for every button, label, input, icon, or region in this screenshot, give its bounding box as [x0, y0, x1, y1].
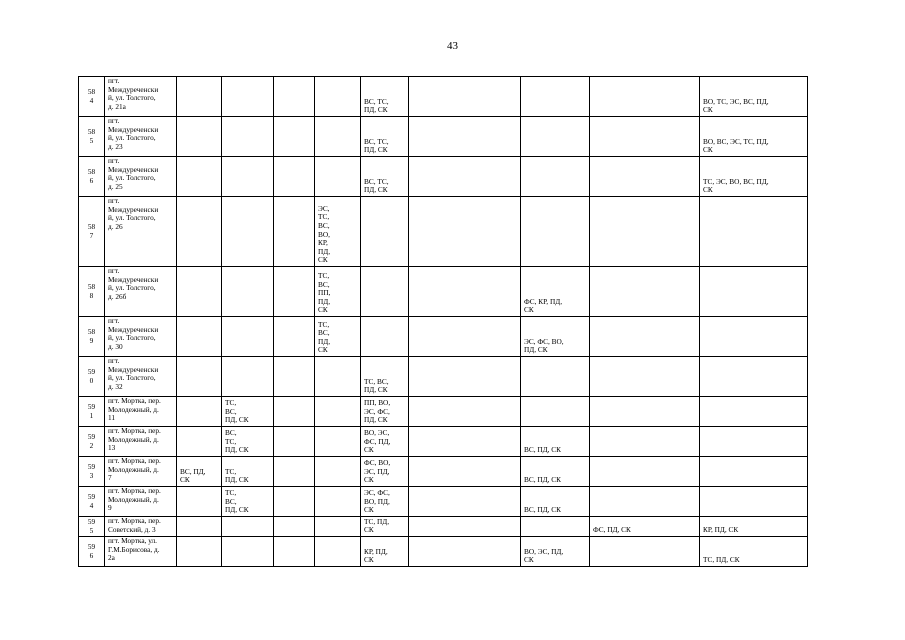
work-type-cell: [409, 537, 521, 567]
work-type-cell: ВО, ТС, ЭС, ВС, ПД, СК: [700, 77, 808, 117]
work-type-cell: [521, 157, 590, 197]
work-type-cell: [222, 537, 274, 567]
address-cell: пгт. Мортка, пер. Молодежный, д. 13: [105, 427, 177, 457]
work-type-cell: [590, 487, 700, 517]
row-number-cell: 58 7: [79, 197, 105, 267]
table-body: [79, 77, 808, 567]
work-type-cell: [315, 537, 361, 567]
work-type-cell: [521, 197, 590, 267]
work-type-cell: [315, 77, 361, 117]
work-type-cell: [274, 537, 315, 567]
row-number-cell: 58 4: [79, 77, 105, 117]
work-type-cell: [590, 157, 700, 197]
work-type-cell: [590, 317, 700, 357]
work-type-cell: ВС, ПД, СК: [521, 487, 590, 517]
row-number-cell: 59 6: [79, 537, 105, 567]
work-type-cell: [222, 317, 274, 357]
work-type-cell: [521, 117, 590, 157]
work-type-cell: [222, 77, 274, 117]
address-cell: пгт. Междуреченски й, ул. Толстого, д. 23: [105, 117, 177, 157]
work-type-cell: [409, 427, 521, 457]
work-type-cell: [409, 487, 521, 517]
work-type-cell: [409, 517, 521, 537]
work-type-cell: ВС, ПД, СК: [521, 427, 590, 457]
work-type-cell: [222, 517, 274, 537]
work-type-cell: ВС, ТС, ПД, СК: [361, 157, 409, 197]
table-row: [79, 457, 808, 487]
work-type-cell: ПП, ВО, ЭС, ФС, ПД, СК: [361, 397, 409, 427]
work-type-cell: [222, 117, 274, 157]
work-type-cell: [590, 397, 700, 427]
table-row: [79, 427, 808, 457]
table-row: [79, 117, 808, 157]
work-type-cell: [590, 357, 700, 397]
row-number-cell: 59 5: [79, 517, 105, 537]
work-type-cell: ВО, ЭС, ФС, ПД, СК: [361, 427, 409, 457]
address-cell: пгт. Междуреченски й, ул. Толстого, д. 32: [105, 357, 177, 397]
address-cell: пгт. Мортка, пер. Молодежный, д. 7: [105, 457, 177, 487]
work-type-cell: ТС, ПД, СК: [222, 457, 274, 487]
work-type-cell: ВС, ТС, ПД, СК: [222, 427, 274, 457]
work-type-cell: [700, 197, 808, 267]
work-type-cell: ТС, ПД, СК: [700, 537, 808, 567]
work-type-cell: [409, 157, 521, 197]
work-type-cell: ТС, ПД, СК: [361, 517, 409, 537]
row-number-cell: 58 8: [79, 267, 105, 317]
row-number-cell: 58 9: [79, 317, 105, 357]
work-type-cell: [409, 397, 521, 427]
address-cell: пгт. Междуреченски й, ул. Толстого, д. 25: [105, 157, 177, 197]
work-type-cell: [177, 517, 222, 537]
table-row: [79, 197, 808, 267]
work-type-cell: [274, 267, 315, 317]
work-type-cell: [274, 397, 315, 427]
work-type-cell: [177, 487, 222, 517]
work-type-cell: ЭС, ФС, ВО, ПД, СК: [521, 317, 590, 357]
work-type-cell: КР, ПД, СК: [361, 537, 409, 567]
address-cell: пгт. Междуреченски й, ул. Толстого, д. 26: [105, 197, 177, 267]
work-type-cell: [222, 197, 274, 267]
work-type-cell: [177, 317, 222, 357]
work-type-cell: [315, 517, 361, 537]
work-type-cell: [409, 357, 521, 397]
table-row: [79, 77, 808, 117]
work-type-cell: [274, 317, 315, 357]
table-row: [79, 537, 808, 567]
work-type-cell: [315, 357, 361, 397]
table-row: [79, 267, 808, 317]
table-row: [79, 397, 808, 427]
work-type-cell: [222, 357, 274, 397]
work-type-cell: ТС, ВС, ПД, СК: [222, 487, 274, 517]
work-type-cell: [521, 517, 590, 537]
work-type-cell: ФС, ПД, СК: [590, 517, 700, 537]
row-number-cell: 59 3: [79, 457, 105, 487]
address-cell: пгт. Междуреченски й, ул. Толстого, д. 21а: [105, 77, 177, 117]
work-type-cell: [274, 457, 315, 487]
work-type-cell: [409, 197, 521, 267]
work-type-cell: [315, 457, 361, 487]
work-type-cell: [177, 197, 222, 267]
row-number-cell: 59 0: [79, 357, 105, 397]
work-type-cell: [700, 457, 808, 487]
work-type-cell: [521, 77, 590, 117]
work-type-cell: [274, 77, 315, 117]
work-type-cell: [177, 537, 222, 567]
address-cell: пгт. Мортка, пер. Молодежный, д. 11: [105, 397, 177, 427]
page-number: 43: [447, 40, 458, 52]
work-type-cell: [274, 157, 315, 197]
work-type-cell: [700, 317, 808, 357]
work-type-cell: [222, 267, 274, 317]
work-type-cell: [590, 117, 700, 157]
work-type-cell: [177, 357, 222, 397]
work-type-cell: [700, 267, 808, 317]
work-type-cell: [274, 427, 315, 457]
work-type-cell: [590, 197, 700, 267]
work-type-cell: ТС, ВС, ПД, СК: [222, 397, 274, 427]
row-number-cell: 59 1: [79, 397, 105, 427]
work-type-cell: ЭС, ФС, ВО, ПД, СК: [361, 487, 409, 517]
work-type-cell: [315, 157, 361, 197]
work-type-cell: ВО, ЭС, ПД, СК: [521, 537, 590, 567]
table-row: [79, 317, 808, 357]
work-type-cell: ТС, ВС, ПД, СК: [361, 357, 409, 397]
work-type-cell: [315, 487, 361, 517]
work-type-cell: ВС, ПД, СК: [521, 457, 590, 487]
address-cell: пгт. Междуреченски й, ул. Толстого, д. 30: [105, 317, 177, 357]
work-type-cell: ВС, ПД, СК: [177, 457, 222, 487]
work-type-cell: [315, 117, 361, 157]
work-type-cell: [274, 117, 315, 157]
row-number-cell: 59 2: [79, 427, 105, 457]
work-type-cell: [361, 317, 409, 357]
address-cell: пгт. Мортка, пер. Молодежный, д. 9: [105, 487, 177, 517]
row-number-cell: 58 6: [79, 157, 105, 197]
work-type-cell: КР, ПД, СК: [700, 517, 808, 537]
work-type-cell: [409, 77, 521, 117]
table-row: [79, 487, 808, 517]
work-type-cell: [409, 317, 521, 357]
work-type-cell: [177, 267, 222, 317]
work-type-cell: [409, 457, 521, 487]
work-type-cell: [177, 77, 222, 117]
work-type-cell: [700, 357, 808, 397]
work-type-cell: ВС, ТС, ПД, СК: [361, 117, 409, 157]
work-type-cell: [274, 357, 315, 397]
work-type-cell: [700, 487, 808, 517]
work-type-cell: [700, 397, 808, 427]
address-cell: пгт. Междуреченски й, ул. Толстого, д. 26б: [105, 267, 177, 317]
work-type-cell: [274, 487, 315, 517]
work-type-cell: [274, 517, 315, 537]
work-type-cell: [700, 427, 808, 457]
work-type-cell: [590, 427, 700, 457]
work-type-cell: ФС, ВО, ЭС, ПД, СК: [361, 457, 409, 487]
work-type-cell: [590, 267, 700, 317]
work-type-cell: [521, 357, 590, 397]
work-type-cell: [177, 397, 222, 427]
table-row: [79, 517, 808, 537]
work-type-cell: [222, 157, 274, 197]
work-type-cell: [177, 427, 222, 457]
work-type-cell: [361, 267, 409, 317]
address-cell: пгт. Мортка, ул. Г.М.Борисова, д. 2а: [105, 537, 177, 567]
work-type-cell: [409, 117, 521, 157]
work-type-cell: ТС, ЭС, ВО, ВС, ПД, СК: [700, 157, 808, 197]
row-number-cell: 59 4: [79, 487, 105, 517]
work-type-cell: [521, 397, 590, 427]
work-type-cell: [315, 397, 361, 427]
work-type-cell: [590, 77, 700, 117]
work-type-cell: [361, 197, 409, 267]
work-type-cell: [590, 537, 700, 567]
work-type-cell: ВО, ВС, ЭС, ТС, ПД, СК: [700, 117, 808, 157]
work-type-cell: [177, 157, 222, 197]
address-cell: пгт. Мортка, пер. Советский, д. 3: [105, 517, 177, 537]
work-type-cell: [177, 117, 222, 157]
table-row: [79, 157, 808, 197]
work-type-cell: ТС, ВС, ПД, СК: [315, 317, 361, 357]
work-type-cell: ЭС, ТС, ВС, ВО, КР, ПД, СК: [315, 197, 361, 267]
work-type-cell: ТС, ВС, ПП, ПД, СК: [315, 267, 361, 317]
work-type-cell: [274, 197, 315, 267]
register-table: [78, 76, 808, 567]
work-type-cell: [409, 267, 521, 317]
work-type-cell: [590, 457, 700, 487]
table-row: [79, 357, 808, 397]
work-type-cell: ФС, КР, ПД, СК: [521, 267, 590, 317]
work-type-cell: [315, 427, 361, 457]
row-number-cell: 58 5: [79, 117, 105, 157]
work-type-cell: ВС, ТС, ПД, СК: [361, 77, 409, 117]
